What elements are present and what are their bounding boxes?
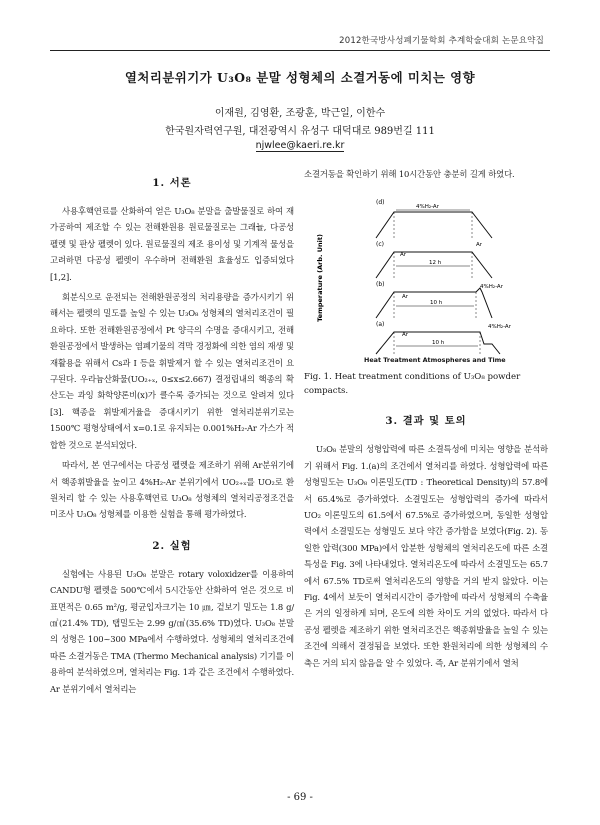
- x-axis-label: Heat Treatment Atmospheres and Time: [364, 356, 506, 365]
- left-column: [50, 166, 294, 701]
- results-paragraph-1: U₃O₈ 분말의 성형압력에 따른 소결특성에 미치는 영향을 분석하기 위해서 Fig. 1.(a)의 조건에서 열처리를 하였다. 성형압력에 따른 성형밀도는 U₃O₈ 이론밀도(TD : Theoretical Density)의 57.8에서 65.4%로 증가하였다. 소결밀도는 성형압력의 증가에 따라서 UO₂ 이론밀도의 61.5에서 67.5%로 증가하였으며, 동일한 성형압력에서 소결밀도는 성형밀도 보다 약간 증가함을 보였다(Fig. 2). 동일한 압력(300 MPa)에서 압분한 성형체의 열처리온도에 따른 소결특성을 Fig. 3에 나타내었다. 열처리온도에 따라서 소결밀도는 65.7에서 67.5% TD로써 열처리온도의 영향을 거의 받지 않았다. 이는 Fig. 4에서 보듯이 열처리시간이 증가함에 따라서 성형체의 수축율은 거의 일정하게 되며, 온도에 의한 차이도 거의 없었다. 따라서 다공성 펠렛을 제조하기 위한 열처리조건은 핵종휘발율을 높일 수 있는 조건에 의해서 결정됨을 보였다. 또한 환원처리에 의한 성형체의 수축은 거의 되지 않음을 알 수 있었다. 즉, Ar 분위기에서 열처: [304, 444, 548, 668]
- figure-caption: Fig. 1. Heat treatment conditions of U₃O₈ powder compacts.: [304, 372, 521, 397]
- right-column: [304, 166, 548, 675]
- panel-a-mid-atmosphere: Ar: [402, 332, 409, 339]
- email-link[interactable]: njwlee@kaeri.re.kr: [255, 140, 345, 151]
- affiliation: 한국원자력연구원, 대전광역시 유성구 대덕대로 989번길 111: [165, 126, 435, 137]
- panel-label-a: (a): [376, 321, 385, 329]
- panel-b-mid-atmosphere: Ar: [402, 294, 409, 301]
- panel-d-atmosphere: 4%H₂-Ar: [416, 204, 439, 211]
- section-heading-experiment: 2. 실험: [152, 539, 192, 552]
- page-number: - 69 -: [287, 792, 313, 803]
- intro-paragraph-1: 사용후핵연료를 산화하여 얻은 U₃O₈ 분말을 출발물질로 하여 재가공하여 제조할 수 있는 전해환원용 원료물질로는 그래뉼, 다공성 펠렛 및 판상 펠렛이 있다. 원료물질의 제조 용이성 및 기계적 물성을 고려하면 다공성 펠렛이 우수하며 전해환원 효율성도 입증되었다[1,2].: [50, 206, 294, 282]
- heat-treatment-diagram: [304, 186, 548, 358]
- paper-title: 열처리분위기가 U₃O₈ 분말 성형체의 소결거동에 미치는 영향: [124, 70, 476, 85]
- experiment-paragraph-1: 실험에는 사용된 U₃O₈ 분말은 rotary voloxidzer를 이용하여 CANDU형 펠렛을 500℃에서 5시간동안 산화하여 얻은 것으로 비표면적은 0.65 m²/g, 평균입자크기는 10 ㎛, 겉보기 밀도는 1.8 g/㎤(21.4% TD), 탭밀도는 2.99 g/㎤(35.6% TD)였다. U₃O₈ 분말의 성형은 100~300 MPa에서 수행하였다. 성형체의 열처리조건에 따른 소결거동은 TMA (Thermo Mechanical analysis) 기기를 이용하여 분석하였으며, 열처리는 Fig. 1과 같은 조건에서 수행하였다. Ar 분위기에서 열처리는: [50, 568, 294, 694]
- section-heading-intro: 1. 서론: [152, 177, 192, 189]
- email-line: [50, 140, 550, 151]
- intro-paragraph-3: 따라서, 본 연구에서는 다공성 펠렛을 제조하기 위해 Ar분위기에서 핵종휘발율을 높이고 4%H₂-Ar 분위기에서 UO₂₊ₓ를 UO₂로 환원처리 할 수 있는 사용후핵연료 U₃O₈ 성형체의 열처리공정조건을 미조사 U₃O₈ 성형체를 이용한 실험을 통해 평가하였다.: [50, 460, 294, 520]
- panel-a-atmosphere: 4%H₂-Ar: [488, 324, 511, 331]
- panel-c-mid-atmosphere: Ar: [400, 252, 407, 259]
- panel-b-time: 10 h: [430, 300, 443, 307]
- panel-a-time: 10 h: [432, 340, 445, 347]
- panel-c-atmosphere: Ar: [476, 242, 483, 249]
- experiment-paragraph-2: 소결거동을 확인하기 위해 10시간동안 충분히 길게 하였다.: [304, 169, 515, 179]
- y-axis-label: Temperature (Arb. Unit): [316, 234, 324, 323]
- running-header: 2012한국방사성폐기물학회 추계학술대회 논문요약집: [339, 36, 544, 46]
- panel-label-d: (d): [376, 199, 385, 207]
- header-rule: [50, 50, 550, 51]
- panel-d-profile: [376, 212, 492, 238]
- section-heading-results: 3. 결과 및 토의: [385, 415, 467, 428]
- figure-1: [304, 186, 548, 358]
- panel-label-c: (c): [376, 241, 384, 249]
- panel-c-time: 12 h: [429, 260, 442, 267]
- panel-b-atmosphere: 4%H₂-Ar: [480, 284, 503, 291]
- panel-label-b: (b): [376, 281, 385, 289]
- author-list: 이재원, 김영환, 조광훈, 박근일, 이한수: [214, 108, 386, 119]
- intro-paragraph-2: 회분식으로 운전되는 전해환원공정의 처리용량을 증가시키기 위해서는 펠렛의 밀도를 높일 수 있는 U₃O₈ 성형체의 열처리조건이 필요하다. 또한 전해환원공정에서 Pt 양극의 수명을 증대시키고, 전해환원공정에서 발생하는 염폐기물의 격막 경정화에 의한 염의 재생 및 재활용을 위해서 Cs과 I 등을 휘발제거 할 수 있는 열처리조건이 요구된다. 우라늄산화물(UO₂₊ₓ, 0≤x≤2.667) 결정립내의 핵종의 확산도는 과잉 화학양론비(x)가 클수록 증가되는 것으로 알려져 있다[3]. 핵종을 휘발제거율을 증대시키기 위한 열처리분위기로는 1500℃ 평형상태에서 x=0.1로 유지되는 0.001%H₂-Ar 가스가 적합한 것으로 분석되었다.: [50, 292, 294, 450]
